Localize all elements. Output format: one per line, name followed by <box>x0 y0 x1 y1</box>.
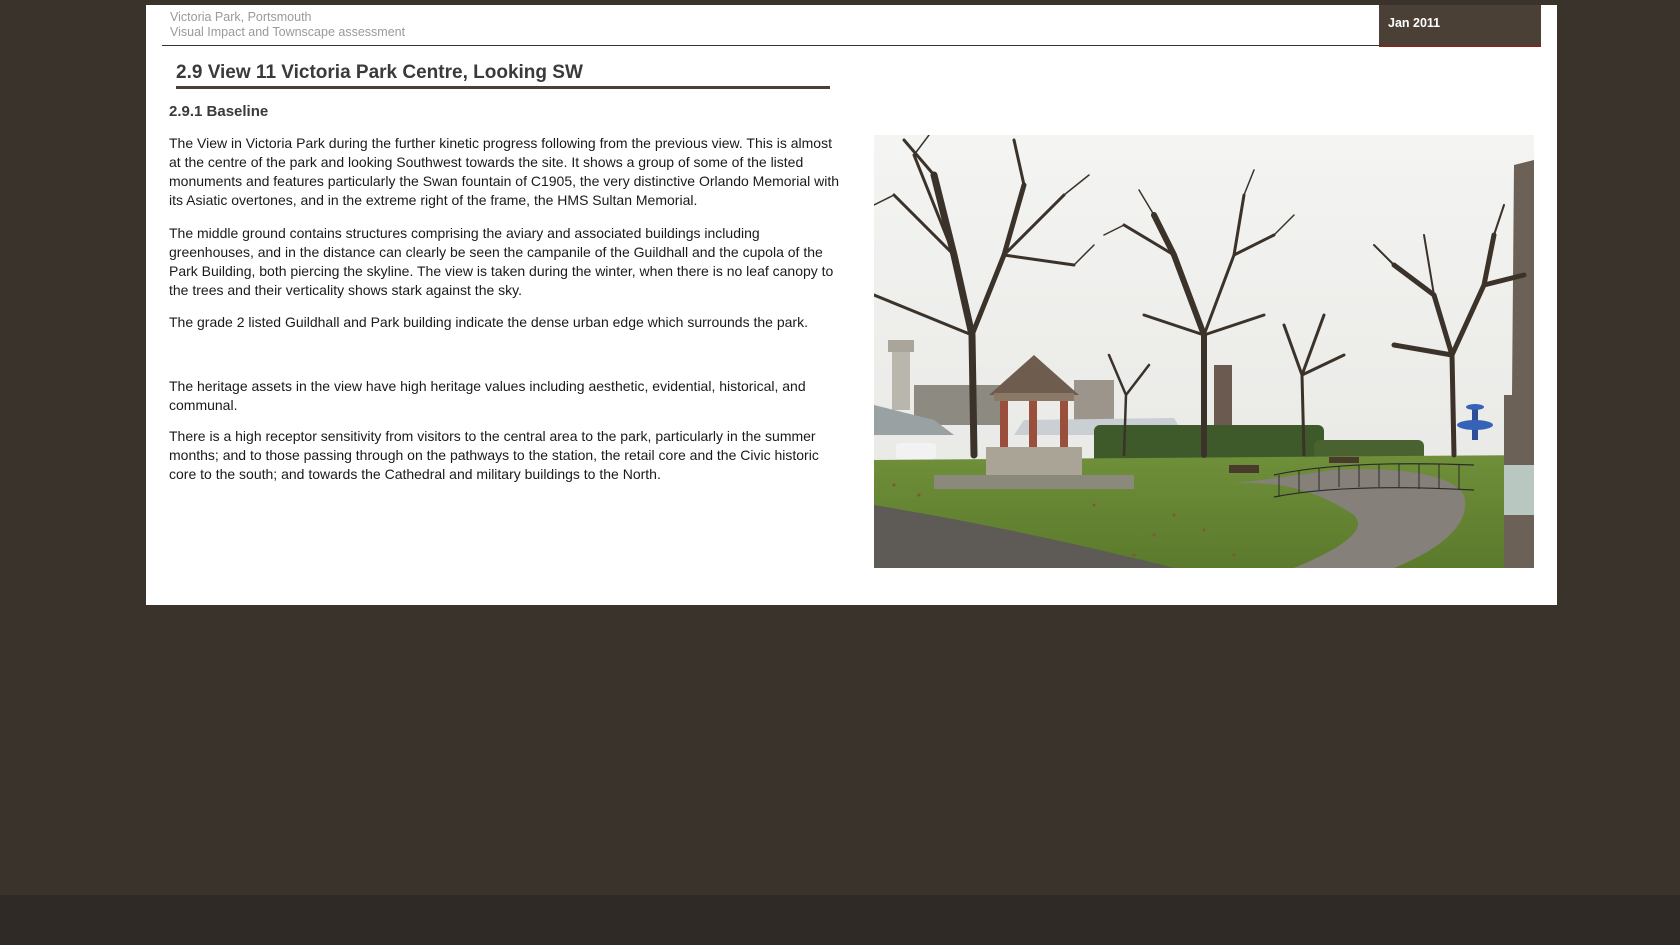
header-project-name: Victoria Park, Portsmouth <box>170 10 312 24</box>
paragraph-5: There is a high receptor sensitivity from visitors to the central area to the park, particularly in the summer months; and to those passing through on the pathways to the station, the retail core and the Civic historic core to the south; and towards the Cathedral and military buildings to the North. <box>169 428 819 482</box>
paragraph-2: The middle ground contains structures comprising the aviary and associated buildings including greenhouses, and in the distance can clearly be seen the campanile of the Guildhall and the cupola of the Park Building, both piercing the skyline. The view is taken during the winter, when there is no leaf canopy to the trees and their verticality shows stark against the sky. <box>169 225 834 298</box>
subsection-heading: 2.9.1 Baseline <box>169 103 269 120</box>
viewer-bottom-bar <box>0 895 1680 945</box>
document-page <box>146 5 1557 605</box>
header-date-tab <box>1379 5 1541 47</box>
header-date: Jan 2011 <box>1388 16 1441 30</box>
section-title-text: 2.9 View 11 Victoria Park Centre, Looking SW <box>176 62 583 83</box>
document-header <box>162 5 1537 46</box>
section-heading <box>176 60 830 89</box>
paragraph-3: The grade 2 listed Guildhall and Park building indicate the dense urban edge which surrounds the park. <box>169 314 808 330</box>
paragraph-1: The View in Victoria Park during the further kinetic progress following from the previous view. This is almost at the centre of the park and looking Southwest towards the site. It shows a group of some of the listed monuments and features particularly the Swan fountain of C1905, the very distinctive Orlando Memorial with its Asiatic overtones, and in the extreme right of the frame, the HMS Sultan Memorial. <box>169 135 840 208</box>
park-photograph <box>874 135 1534 568</box>
header-report-title: Visual Impact and Townscape assessment <box>170 25 406 39</box>
paragraph-4: The heritage assets in the view have high heritage values including aesthetic, evidential, historical, and communal. <box>169 378 806 413</box>
